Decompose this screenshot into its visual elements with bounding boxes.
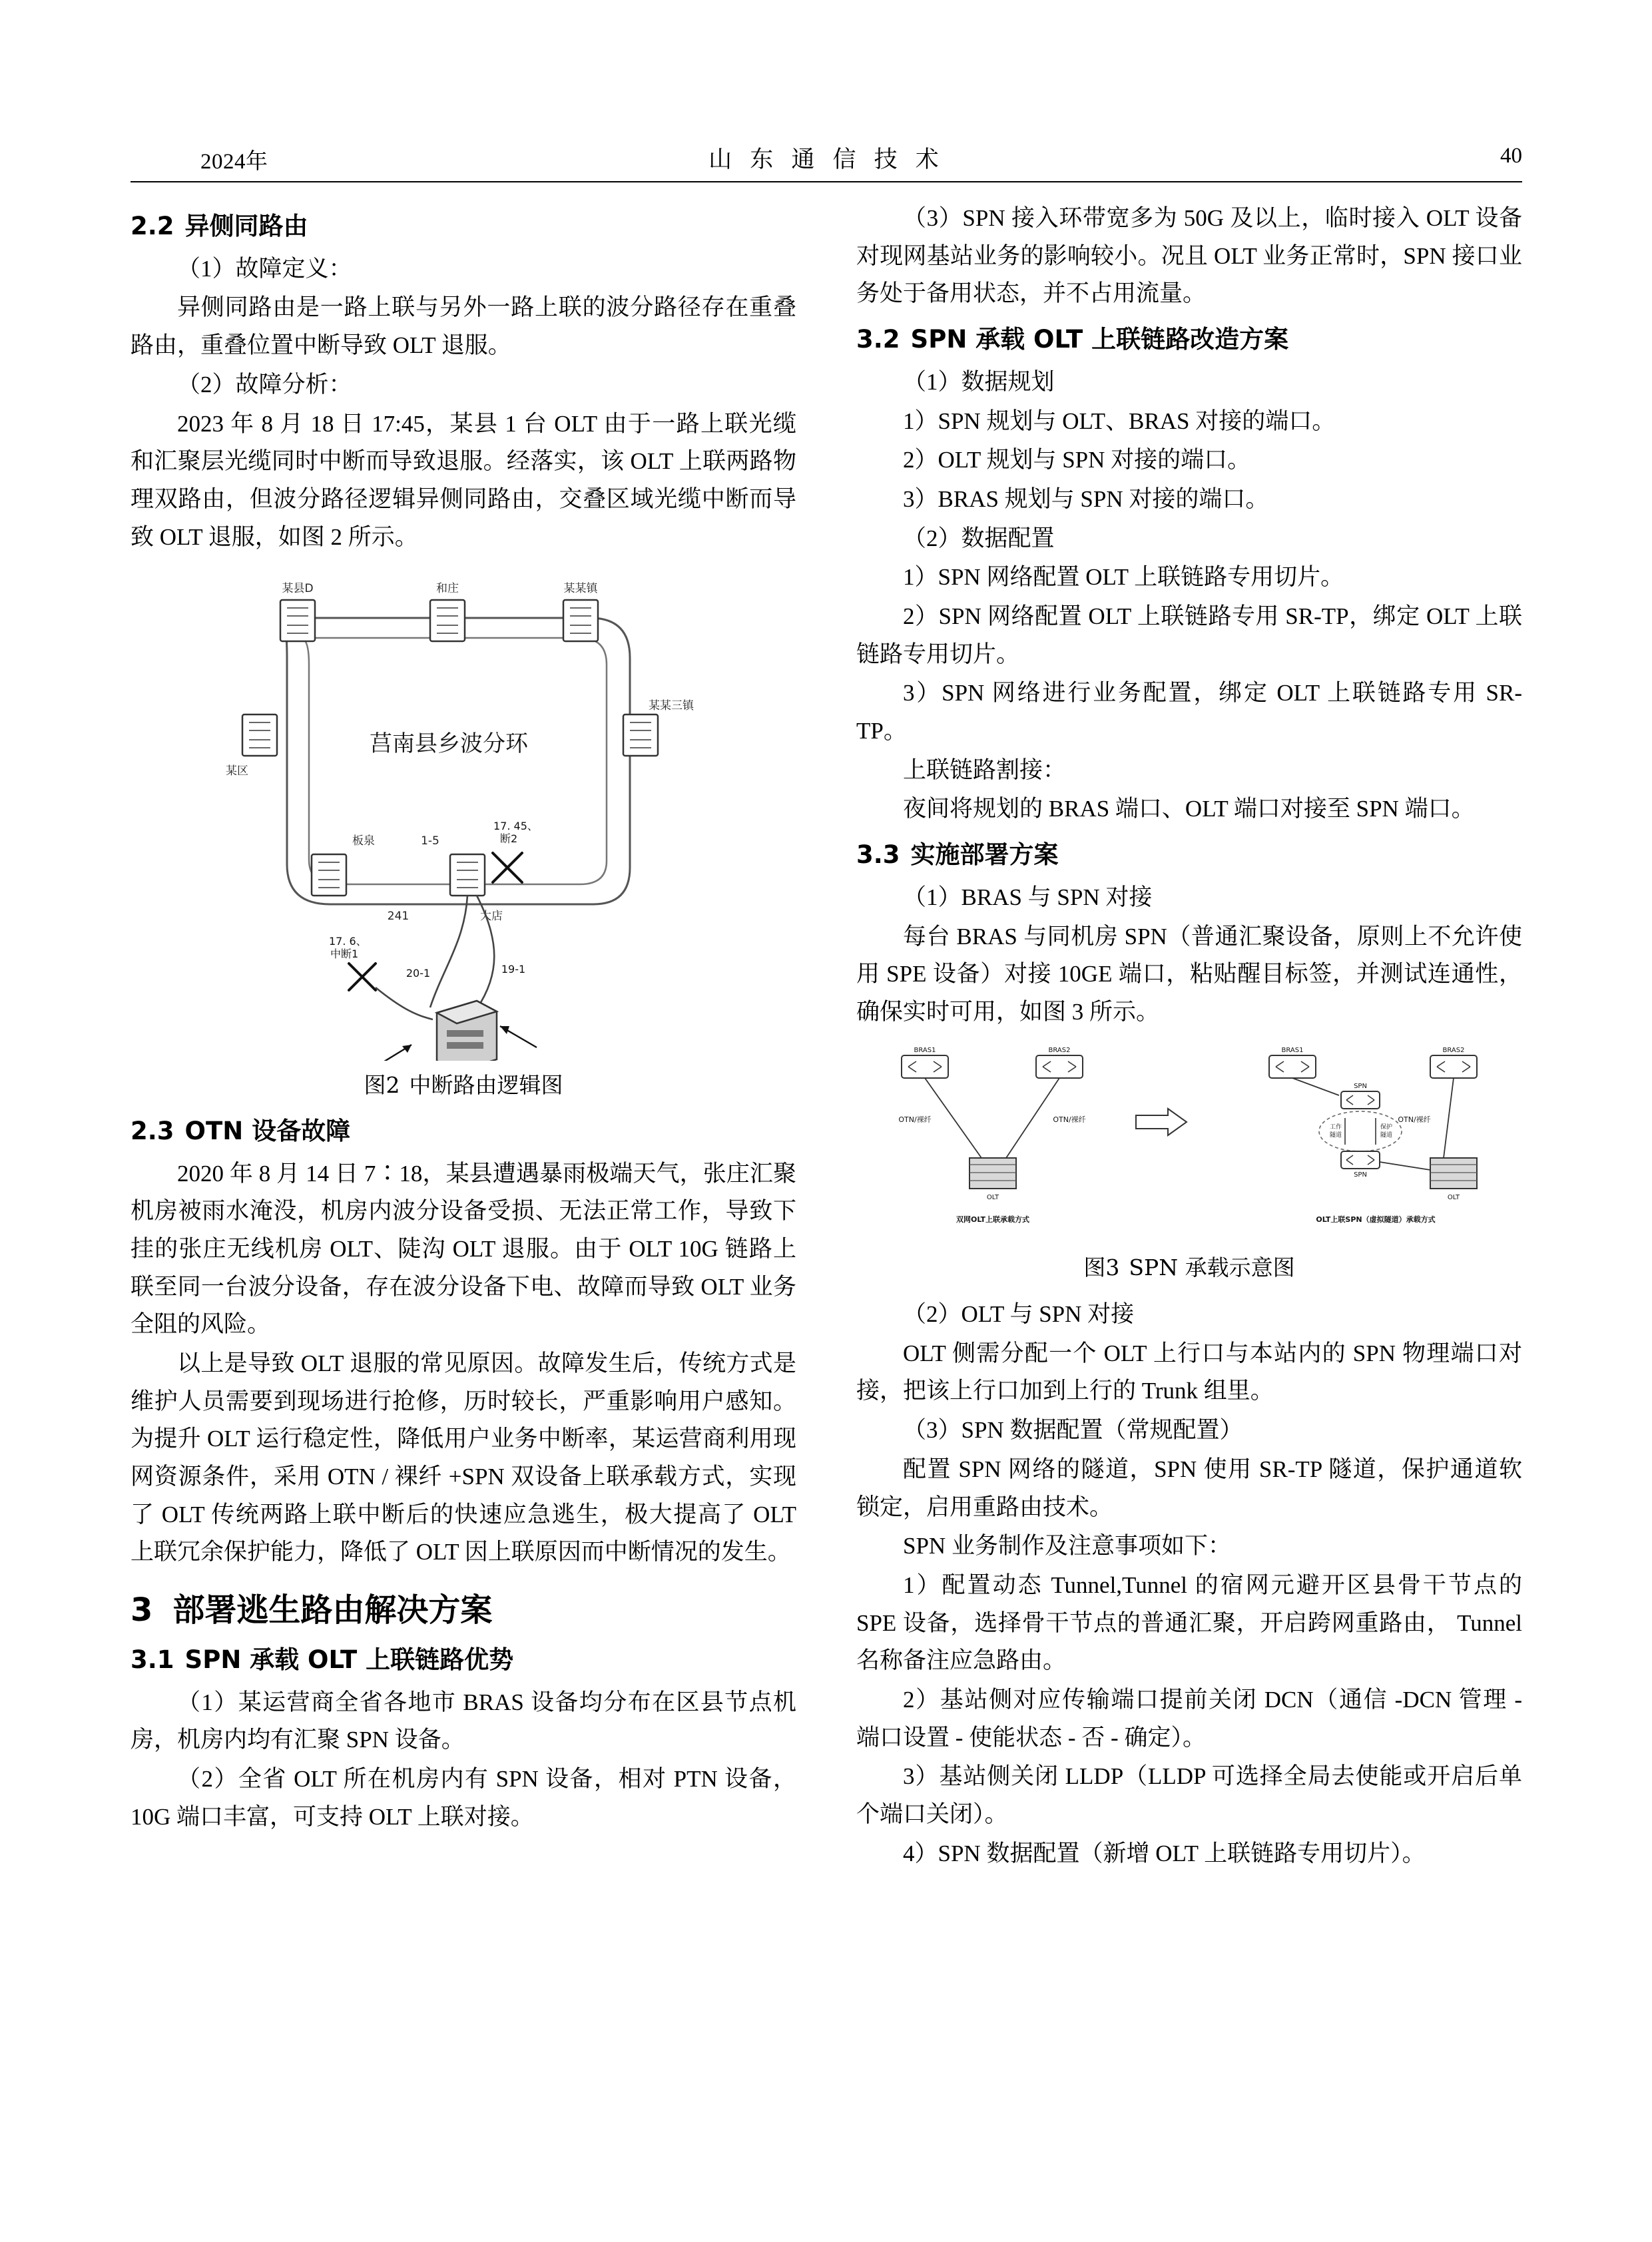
link-label: OTN/裸纤 <box>1053 1115 1086 1124</box>
fault-label: 17. 6、 <box>329 935 367 948</box>
node-label: 和庄 <box>436 582 459 596</box>
paragraph: 1）配置动态 Tunnel,Tunnel 的宿网元避开区县骨干节点的 SPE 设备，选择骨干节点的普通汇聚，开启跨网重路由， Tunnel 名称备注应急路由。 <box>856 1571 1522 1674</box>
paragraph: 上联链路割接： <box>903 756 1067 783</box>
paragraph: （2）故障分析： <box>177 371 352 398</box>
node-label: 某某镇 <box>563 582 598 596</box>
figure-3-caption <box>856 1250 1522 1285</box>
section-title: 部署逃生路由解决方案 <box>172 1591 493 1629</box>
paragraph: （3）SPN 数据配置（常规配置） <box>903 1417 1243 1444</box>
node-label: 某某三镇 <box>649 699 694 713</box>
paragraph: 2）基站侧对应传输端口提前关闭 DCN（通信 -DCN 管理 - 端口设置 - 使能状态 - 否 - 确定）。 <box>856 1686 1522 1751</box>
section-heading-2-3 <box>131 1114 796 1149</box>
paragraph: 1）SPN 网络配置 OLT 上联链路专用切片。 <box>903 564 1344 591</box>
figure-2-caption <box>131 1067 796 1103</box>
figure-3-caption-label: 图3 <box>1083 1254 1120 1280</box>
paragraph: 以上是导致 OLT 退服的常见原因。故障发生后，传统方式是维护人员需要到现场进行抢修，历时较长，严重影响用户感知。为提升 OLT 运行稳定性，降低用户业务中断率，某运营商利用现网资源条件，采用 OTN / 裸纤 +SPN 双设备上联承载方式，实现了 OLT 传统两路上联中断后的快速应急逃生，极大提高了 OLT 上联冗余保护能力，降低了 OLT 因上联原因而中断情况的发生。 <box>131 1350 796 1565</box>
paragraph: 每台 BRAS 与同机房 SPN（普通汇聚设备，原则上不允许使用 SPE 设备）对接 10GE 端口，粘贴醒目标签，并测试连通性，确保实时可用，如图 3 所示。 <box>856 923 1522 1025</box>
section-title: 异侧同路由 <box>184 212 308 240</box>
paragraph: 4）SPN 数据配置（新增 OLT 上联链路专用切片）。 <box>903 1840 1426 1866</box>
link-label: OTN/裸纤 <box>898 1115 932 1124</box>
fault-label: 中断1 <box>330 948 359 961</box>
paragraph: 2）SPN 网络配置 OLT 上联链路专用 SR-TP，绑定 OLT 上联链路专用切片。 <box>856 603 1522 667</box>
page-header <box>131 140 1522 180</box>
paragraph: 异侧同路由是一路上联与另外一路上联的波分路径存在重叠路由，重叠位置中断导致 OLT 退服。 <box>131 294 796 359</box>
header-rule <box>131 181 1522 182</box>
paragraph: （2）数据配置 <box>903 525 1055 551</box>
page-number: 40 <box>1500 144 1522 168</box>
paragraph: 配置 SPN 网络的隧道，SPN 使用 SR-TP 隧道，保护通道软锁定，启用重路由技术。 <box>856 1456 1522 1520</box>
node-label: 1-5 <box>421 834 439 848</box>
node-label: OLT <box>1447 1193 1460 1201</box>
section-heading-3-3 <box>856 838 1522 872</box>
section-title: SPN 承载 OLT 上联链路优势 <box>184 1645 514 1674</box>
node-label: BRAS2 <box>1048 1046 1071 1054</box>
paragraph: 3）基站侧关闭 LLDP（LLDP 可选择全局去使能或开启后单个端口关闭）。 <box>856 1763 1522 1828</box>
paragraph: 2023 年 8 月 18 日 17:45，某县 1 台 OLT 由于一路上联光缆和汇聚层光缆同时中断而导致退服。经落实，该 OLT 上联两路物理双路由，但波分路径逻辑异侧同路由，交叠区域光缆中断而导致 OLT 退服，如图 2 所示。 <box>131 410 796 550</box>
section-heading-2-2 <box>131 209 796 244</box>
figure-2-caption-label: 图2 <box>364 1072 400 1099</box>
figure-3-caption-text: SPN 承载示意图 <box>1129 1254 1295 1280</box>
paragraph: 3）SPN 网络进行业务配置，绑定 OLT 上联链路专用 SR-TP。 <box>856 680 1522 744</box>
section-title: OTN 设备故障 <box>184 1116 351 1145</box>
section-number: 3.3 <box>856 840 900 870</box>
paragraph: 3）BRAS 规划与 SPN 对接的端口。 <box>903 485 1269 512</box>
node-label: BRAS2 <box>1442 1046 1465 1054</box>
figure-2-diagram <box>164 568 763 1061</box>
link-label: OTN/裸纤 <box>1398 1115 1431 1124</box>
section-number: 3 <box>131 1591 153 1629</box>
sub-caption: OLT上联SPN（虚拟隧道）承载方式 <box>1316 1215 1436 1224</box>
node-label: BRAS1 <box>1281 1046 1304 1054</box>
node-label: OLT <box>986 1193 999 1201</box>
paragraph: 2020 年 8 月 14 日 7∶18，某县遭遇暴雨极端天气，张庄汇聚机房被雨水淹没，机房内波分设备受损、无法正常工作，导致下挂的张庄无线机房 OLT、陡沟 OLT 退服。由于 OLT 10G 链路上联至同一台波分设备，存在波分设备下电、故障而导致 OLT 业务全阻的风险。 <box>131 1160 796 1338</box>
paragraph: 夜间将规划的 BRAS 端口、OLT 端口对接至 SPN 端口。 <box>903 796 1475 822</box>
ring-title: 莒南县乡波分环 <box>370 730 528 758</box>
figure-2-caption-text: 中断路由逻辑图 <box>409 1072 563 1099</box>
tunnel-label: 工作 <box>1329 1123 1342 1131</box>
figure-3 <box>856 1043 1522 1243</box>
left-column <box>131 200 796 1837</box>
section-heading-3-2 <box>856 322 1522 357</box>
paragraph: SPN 业务制作及注意事项如下： <box>903 1533 1231 1559</box>
section-title: 实施部署方案 <box>910 840 1059 870</box>
paragraph: （2）全省 OLT 所在机房内有 SPN 设备，相对 PTN 设备，10G 端口丰富，可支持 OLT 上联对接。 <box>131 1766 796 1830</box>
paragraph: （1）数据规划 <box>903 368 1055 395</box>
paragraph: （2）OLT 与 SPN 对接 <box>903 1301 1135 1328</box>
figure-3-diagram <box>870 1043 1509 1243</box>
fault-label: 断2 <box>500 832 518 846</box>
terminal-label: 20-1 <box>406 967 431 980</box>
paragraph: （1）BRAS 与 SPN 对接 <box>903 884 1153 910</box>
header-journal-title: 山 东 通 信 技 术 <box>708 146 944 173</box>
paragraph: （1）某运营商全省各地市 BRAS 设备均分布在区县节点机房，机房内均有汇聚 SPN 设备。 <box>131 1689 796 1753</box>
section-heading-3-1 <box>131 1643 796 1677</box>
right-column <box>856 200 1522 1874</box>
section-number: 3.1 <box>131 1645 174 1674</box>
node-label: 某县D <box>282 582 314 596</box>
figure-2 <box>131 568 796 1061</box>
paragraph: OLT 侧需分配一个 OLT 上行口与本站内的 SPN 物理端口对接，把该上行口加到上行的 Trunk 组里。 <box>856 1340 1522 1404</box>
tunnel-label: 保护 <box>1380 1123 1393 1131</box>
node-label: SPN <box>1354 1082 1367 1090</box>
node-label: 某区 <box>226 764 248 778</box>
sub-caption: 双网OLT上联承载方式 <box>956 1215 1030 1224</box>
section-number: 2.2 <box>131 212 174 240</box>
paragraph: （3）SPN 接入环带宽多为 50G 及以上，临时接入 OLT 设备对现网基站业务的影响较小。况且 OLT 业务正常时，SPN 接口业务处于备用状态，并不占用流量。 <box>856 205 1522 307</box>
paragraph: 2）OLT 规划与 SPN 对接的端口。 <box>903 447 1251 473</box>
node-label: SPN <box>1354 1171 1367 1179</box>
node-label: 241 <box>387 910 410 924</box>
tunnel-label: 隧道 <box>1329 1131 1342 1139</box>
header-year: 2024年 <box>200 150 268 174</box>
section-title: SPN 承载 OLT 上联链路改造方案 <box>910 325 1289 354</box>
tunnel-label: 隧道 <box>1380 1131 1393 1139</box>
node-label: 板泉 <box>352 834 375 848</box>
paragraph: （1）故障定义： <box>177 255 352 282</box>
terminal-label: 19-1 <box>501 963 526 976</box>
paragraph: 1）SPN 规划与 OLT、BRAS 对接的端口。 <box>903 408 1336 434</box>
section-heading-3 <box>131 1589 796 1632</box>
section-number: 2.3 <box>131 1116 174 1145</box>
node-label: 大店 <box>480 910 503 924</box>
node-label: BRAS1 <box>914 1046 936 1054</box>
section-number: 3.2 <box>856 325 900 354</box>
fault-label: 17. 45、 <box>493 820 538 833</box>
